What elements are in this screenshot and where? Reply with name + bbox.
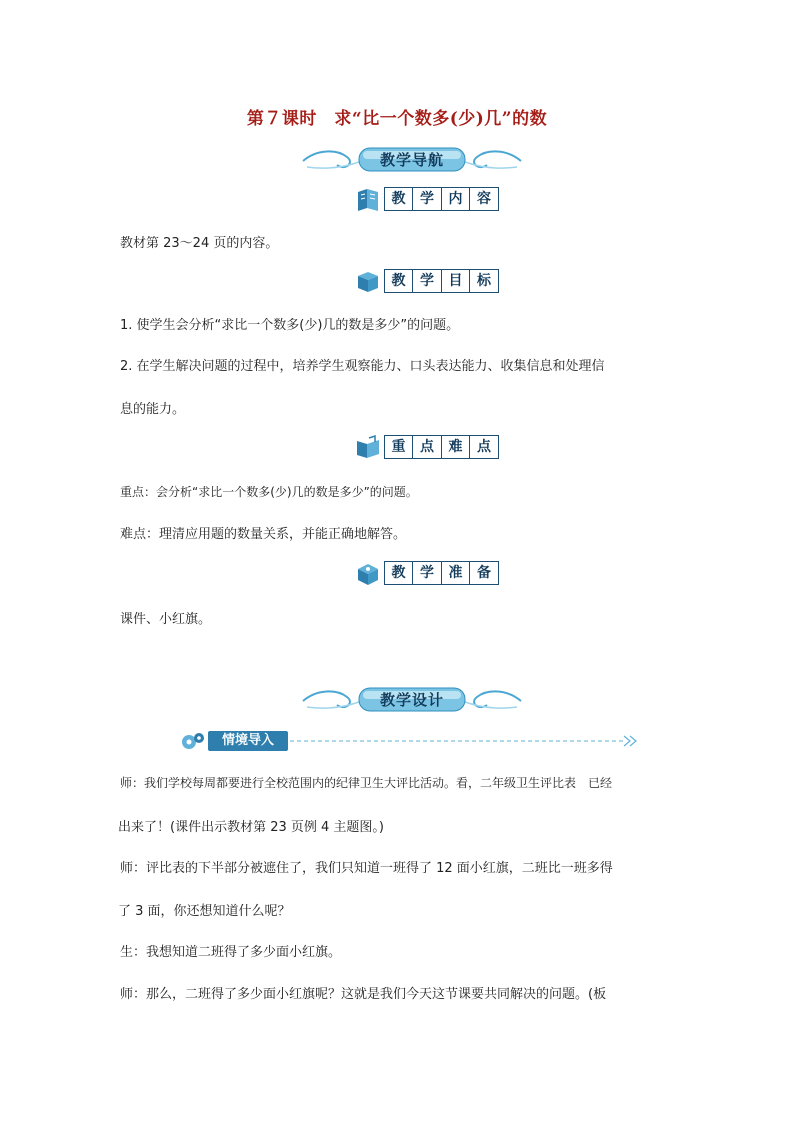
film-reel-icon: [180, 730, 208, 752]
content-text: 教材第 23～24 页的内容。: [120, 236, 279, 251]
design-banner-title: 教学设计: [379, 691, 444, 709]
intro-tag: [180, 730, 640, 752]
section-char: 教: [384, 269, 414, 293]
goal-item-2-line-2: 息的能力。: [120, 402, 186, 417]
target-book-icon: [355, 268, 381, 294]
open-book-icon: [355, 434, 381, 460]
goal-item-1: 1. 使学生会分析“求比一个数多(少)几的数是多少”的问题。: [120, 318, 460, 333]
goal-item-2-line-1: 2. 在学生解决问题的过程中，培养学生观察能力、口头表达能力、收集信息和处理信: [120, 359, 605, 374]
book-icon: [355, 186, 381, 212]
section-char: 难: [441, 435, 471, 459]
dashed-arrow-icon: [290, 734, 640, 748]
section-char: 教: [384, 187, 414, 211]
section-char: 点: [412, 435, 442, 459]
section-char: 目: [441, 269, 471, 293]
nav-banner-title: 教学导航: [379, 151, 444, 169]
section-char: 学: [412, 561, 442, 585]
dialogue-teacher-2-line-2: 了 3 面，你还想知道什么呢？: [118, 904, 291, 919]
lesson-title: 第７课时 求“比一个数多(少)几”的数: [246, 109, 548, 129]
dialogue-teacher-1-line-1: 师：我们学校每周都要进行全校范围内的纪律卫生大评比活动。看，二年级卫生评比表 已经: [120, 776, 613, 790]
section-char: 学: [412, 269, 442, 293]
section-char: 容: [469, 187, 499, 211]
dialogue-teacher-1-line-2: 出来了！(课件出示教材第 23 页例 4 主题图。): [118, 820, 384, 835]
prep-text: 课件、小红旗。: [120, 612, 212, 627]
nav-banner: [297, 141, 527, 177]
section-char: 内: [441, 187, 471, 211]
design-banner: [297, 681, 527, 717]
section-char: 重: [384, 435, 414, 459]
section-char: 学: [412, 187, 442, 211]
dialogue-teacher-3: 师：那么，二班得了多少面小红旗呢？这就是我们今天这节课要共同解决的问题。(板: [120, 987, 607, 1002]
section-char: 备: [469, 561, 499, 585]
intro-tag-label: 情境导入: [208, 731, 288, 751]
dialogue-student: 生：我想知道二班得了多少面小红旗。: [120, 945, 342, 960]
section-char: 教: [384, 561, 414, 585]
key-point-text: 重点：会分析“求比一个数多(少)几的数是多少”的问题。: [120, 485, 418, 499]
section-char: 准: [441, 561, 471, 585]
difficulty-text: 难点：理清应用题的数量关系，并能正确地解答。: [120, 527, 407, 542]
section-char: 点: [469, 435, 499, 459]
notebook-icon: [355, 560, 381, 586]
section-char: 标: [469, 269, 499, 293]
dialogue-teacher-2-line-1: 师：评比表的下半部分被遮住了，我们只知道一班得了 12 面小红旗，二班比一班多得: [120, 861, 613, 876]
